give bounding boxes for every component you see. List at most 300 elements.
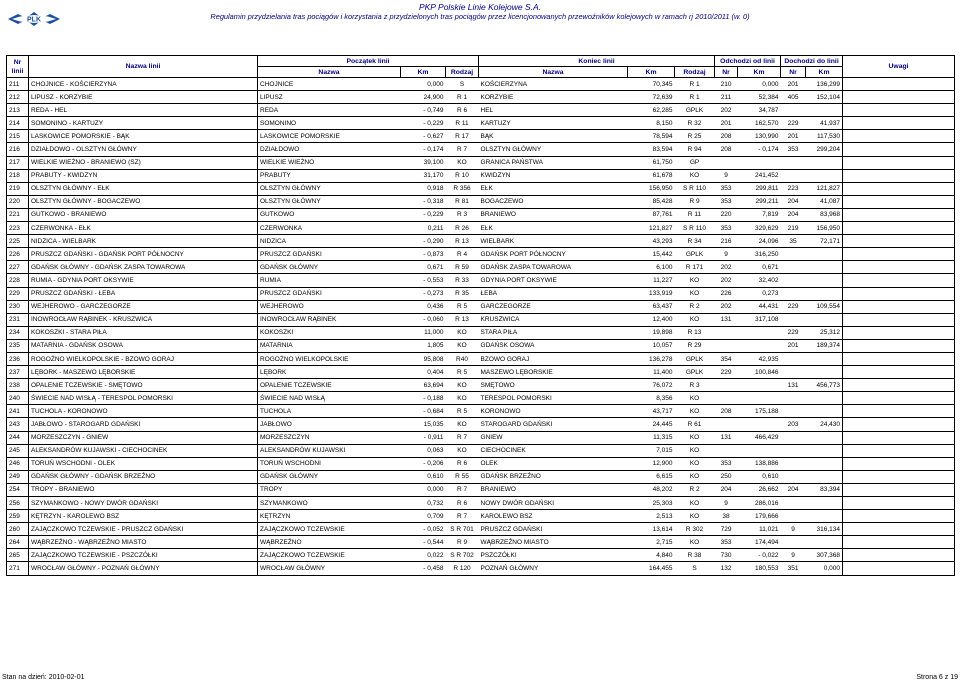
cell-odch-km: [738, 392, 781, 405]
cell-nazwa: LIPUSZ - KORZYBIE: [29, 91, 258, 104]
cell-doch-km: [806, 457, 843, 470]
footer-page: Strona 6 z 19: [916, 674, 958, 681]
cell-odch-nr: [715, 339, 738, 352]
cell-doch-km: 83,968: [806, 208, 843, 221]
cell-odch-nr: 730: [715, 549, 738, 562]
table-row: [7, 497, 955, 510]
table-row: [7, 352, 955, 365]
cell-end-rodzaj: R 25: [675, 130, 715, 143]
cell-nazwa: WROCŁAW GŁÓWNY - POZNAŃ GŁÓWNY: [29, 562, 258, 575]
cell-odch-km: 316,250: [738, 248, 781, 261]
cell-doch-km: 72,171: [806, 235, 843, 248]
cell-doch-km: 0,000: [806, 562, 843, 575]
cell-nazwa: KĘTRZYN - KAROLEWO BSZ: [29, 510, 258, 523]
table-row: [7, 339, 955, 352]
cell-odch-km: 174,494: [738, 536, 781, 549]
col-end-km: Km: [628, 67, 675, 78]
table-row: [7, 326, 955, 339]
cell-start-rodzaj: S R 701: [446, 523, 479, 536]
cell-end-km: 2,513: [628, 510, 675, 523]
cell-odch-km: 138,886: [738, 457, 781, 470]
cell-nazwa: CZERWONKA - EŁK: [29, 222, 258, 235]
cell-nr: 271: [7, 562, 29, 575]
cell-odch-km: 329,629: [738, 222, 781, 235]
cell-doch-nr: 351: [781, 562, 806, 575]
col-nazwa-linii: Nazwa linii: [29, 56, 258, 78]
cell-doch-nr: [781, 366, 806, 379]
cell-uwagi: [843, 104, 955, 117]
cell-start-km: 0,211: [401, 222, 446, 235]
cell-nazwa: SOMONINO - KARTUZY: [29, 117, 258, 130]
cell-start-nazwa: JABŁOWO: [258, 418, 401, 431]
cell-end-km: 8,150: [628, 117, 675, 130]
cell-end-nazwa: HEL: [479, 104, 628, 117]
cell-nr: 213: [7, 104, 29, 117]
cell-doch-nr: 219: [781, 222, 806, 235]
cell-end-nazwa: KRUSZWICA: [479, 313, 628, 326]
cell-start-rodzaj: R 55: [446, 470, 479, 483]
cell-odch-nr: 353: [715, 536, 738, 549]
cell-start-nazwa: INOWROCŁAW RĄBINEK: [258, 313, 401, 326]
cell-start-km: - 0,290: [401, 235, 446, 248]
cell-start-nazwa: RUMIA: [258, 274, 401, 287]
table-row: [7, 562, 955, 575]
cell-end-nazwa: BZOWO GORAJ: [479, 352, 628, 365]
cell-odch-km: 26,662: [738, 483, 781, 496]
table-row: [7, 195, 955, 208]
cell-odch-nr: 131: [715, 431, 738, 444]
cell-start-nazwa: PRUSZCZ GDAŃSKI: [258, 287, 401, 300]
cell-end-rodzaj: R 2: [675, 300, 715, 313]
col-doch-km: Km: [806, 67, 843, 78]
cell-start-km: - 0,911: [401, 431, 446, 444]
cell-doch-km: 189,374: [806, 339, 843, 352]
cell-nr: 244: [7, 431, 29, 444]
cell-doch-km: [806, 392, 843, 405]
cell-end-rodzaj: GPLK: [675, 366, 715, 379]
cell-nr: 231: [7, 313, 29, 326]
table-row: [7, 287, 955, 300]
cell-start-km: 0,436: [401, 300, 446, 313]
table-row: [7, 130, 955, 143]
table-row: [7, 104, 955, 117]
cell-odch-km: 52,384: [738, 91, 781, 104]
cell-uwagi: [843, 470, 955, 483]
cell-nr: 228: [7, 274, 29, 287]
cell-end-km: 43,717: [628, 405, 675, 418]
cell-doch-nr: 204: [781, 208, 806, 221]
cell-doch-km: [806, 261, 843, 274]
cell-nr: 226: [7, 248, 29, 261]
cell-doch-km: [806, 470, 843, 483]
cell-odch-nr: [715, 379, 738, 392]
cell-doch-km: 152,104: [806, 91, 843, 104]
cell-end-rodzaj: KO: [675, 392, 715, 405]
cell-nazwa: CHOJNICE - KOŚCIERZYNA: [29, 78, 258, 91]
cell-start-rodzaj: R 26: [446, 222, 479, 235]
cell-end-km: 11,315: [628, 431, 675, 444]
table-row: [7, 444, 955, 457]
cell-doch-nr: [781, 261, 806, 274]
cell-end-nazwa: TERESPOL POMORSKI: [479, 392, 628, 405]
cell-start-nazwa: WEJHEROWO: [258, 300, 401, 313]
cell-start-nazwa: GDAŃSK GŁÓWNY: [258, 470, 401, 483]
cell-nr: 241: [7, 405, 29, 418]
cell-odch-km: 179,666: [738, 510, 781, 523]
table-row: [7, 274, 955, 287]
cell-uwagi: [843, 326, 955, 339]
cell-uwagi: [843, 431, 955, 444]
cell-odch-km: 0,671: [738, 261, 781, 274]
cell-odch-km: 44,431: [738, 300, 781, 313]
cell-odch-km: 0,610: [738, 470, 781, 483]
cell-start-rodzaj: KO: [446, 156, 479, 169]
footer-date: Stan na dzień: 2010-02-01: [2, 674, 85, 681]
cell-nazwa: TROPY - BRANIEWO: [29, 483, 258, 496]
cell-end-km: 78,594: [628, 130, 675, 143]
cell-start-nazwa: MATARNIA: [258, 339, 401, 352]
cell-start-km: - 0,318: [401, 195, 446, 208]
cell-odch-km: 130,990: [738, 130, 781, 143]
cell-doch-km: 121,827: [806, 182, 843, 195]
cell-nr: 265: [7, 549, 29, 562]
cell-end-nazwa: KARTUZY: [479, 117, 628, 130]
cell-end-km: 61,678: [628, 169, 675, 182]
cell-odch-km: 0,000: [738, 78, 781, 91]
cell-end-km: 13,614: [628, 523, 675, 536]
cell-end-nazwa: ŁEBA: [479, 287, 628, 300]
cell-start-km: - 0,188: [401, 392, 446, 405]
cell-nazwa: PRABUTY - KWIDZYN: [29, 169, 258, 182]
cell-end-km: 19,898: [628, 326, 675, 339]
cell-uwagi: [843, 562, 955, 575]
cell-doch-nr: [781, 274, 806, 287]
cell-nr: 234: [7, 326, 29, 339]
cell-end-rodzaj: R 3: [675, 379, 715, 392]
col-start-nazwa: Nazwa: [258, 67, 401, 78]
cell-start-rodzaj: R 33: [446, 274, 479, 287]
cell-uwagi: [843, 182, 955, 195]
cell-start-rodzaj: R40: [446, 352, 479, 365]
cell-odch-nr: 229: [715, 366, 738, 379]
cell-end-rodzaj: R 29: [675, 339, 715, 352]
cell-start-km: - 0,749: [401, 104, 446, 117]
cell-odch-nr: 202: [715, 300, 738, 313]
cell-end-rodzaj: KO: [675, 405, 715, 418]
cell-start-nazwa: OLSZTYN GŁÓWNY: [258, 195, 401, 208]
cell-end-km: 24,445: [628, 418, 675, 431]
cell-odch-km: - 0,022: [738, 549, 781, 562]
cell-end-rodzaj: KO: [675, 470, 715, 483]
lines-table: [6, 55, 955, 576]
cell-start-rodzaj: R 81: [446, 195, 479, 208]
cell-uwagi: [843, 405, 955, 418]
cell-end-nazwa: GDAŃSK PORT PÓŁNOCNY: [479, 248, 628, 261]
cell-nazwa: GDAŃSK GŁÓWNY - GDAŃSK BRZEŹNO: [29, 470, 258, 483]
cell-start-nazwa: ZAJĄCZKOWO TCZEWSKIE: [258, 549, 401, 562]
cell-start-rodzaj: R 9: [446, 536, 479, 549]
cell-odch-km: 466,429: [738, 431, 781, 444]
cell-odch-nr: 226: [715, 287, 738, 300]
cell-end-km: 25,303: [628, 497, 675, 510]
cell-doch-nr: [781, 405, 806, 418]
cell-doch-nr: [781, 156, 806, 169]
cell-doch-nr: [781, 536, 806, 549]
cell-nazwa: GUTKOWO - BRANIEWO: [29, 208, 258, 221]
cell-end-km: 4,840: [628, 549, 675, 562]
cell-uwagi: [843, 339, 955, 352]
cell-end-rodzaj: KO: [675, 169, 715, 182]
cell-start-nazwa: LIPUSZ: [258, 91, 401, 104]
cell-start-km: 0,022: [401, 549, 446, 562]
cell-end-nazwa: WĄBRZEŹNO MIASTO: [479, 536, 628, 549]
cell-nr: 249: [7, 470, 29, 483]
cell-start-nazwa: KĘTRZYN: [258, 510, 401, 523]
cell-doch-nr: [781, 497, 806, 510]
cell-end-km: 83,594: [628, 143, 675, 156]
cell-uwagi: [843, 313, 955, 326]
cell-start-km: - 0,544: [401, 536, 446, 549]
col-uwagi: Uwagi: [843, 56, 955, 78]
cell-start-nazwa: GDAŃSK GŁÓWNY: [258, 261, 401, 274]
cell-end-rodzaj: KO: [675, 287, 715, 300]
cell-end-nazwa: SMĘTOWO: [479, 379, 628, 392]
cell-nazwa: ZAJĄCZKOWO TCZEWSKIE - PSZCZÓŁKI: [29, 549, 258, 562]
cell-odch-nr: 729: [715, 523, 738, 536]
cell-odch-nr: [715, 418, 738, 431]
cell-start-nazwa: ŚWIECIE NAD WISŁĄ: [258, 392, 401, 405]
cell-doch-nr: 229: [781, 117, 806, 130]
cell-nr: 225: [7, 235, 29, 248]
cell-start-rodzaj: R 120: [446, 562, 479, 575]
cell-uwagi: [843, 497, 955, 510]
cell-start-km: 39,100: [401, 156, 446, 169]
cell-nazwa: LASKOWICE POMORSKIE - BĄK: [29, 130, 258, 143]
table-body: [7, 78, 955, 576]
cell-nazwa: OLSZTYN GŁÓWNY - BOGACZEWO: [29, 195, 258, 208]
cell-start-km: 24,900: [401, 91, 446, 104]
cell-nazwa: ROGOŻNO WIELKOPOLSKIE - BZOWO GORAJ: [29, 352, 258, 365]
cell-end-nazwa: EŁK: [479, 182, 628, 195]
cell-doch-nr: 201: [781, 339, 806, 352]
cell-odch-km: 24,096: [738, 235, 781, 248]
cell-end-rodzaj: GP: [675, 156, 715, 169]
cell-end-nazwa: BRANIEWO: [479, 483, 628, 496]
table-row: [7, 248, 955, 261]
cell-nr: 214: [7, 117, 29, 130]
table-row: [7, 156, 955, 169]
cell-odch-nr: 202: [715, 274, 738, 287]
cell-nr: 246: [7, 457, 29, 470]
cell-end-rodzaj: KO: [675, 536, 715, 549]
cell-end-nazwa: OLSZTYN GŁÓWNY: [479, 143, 628, 156]
cell-end-rodzaj: GPLK: [675, 104, 715, 117]
cell-doch-km: 299,204: [806, 143, 843, 156]
cell-end-nazwa: WIELBARK: [479, 235, 628, 248]
cell-end-km: 48,202: [628, 483, 675, 496]
col-start-km: Km: [401, 67, 446, 78]
col-end-rodzaj: Rodzaj: [675, 67, 715, 78]
cell-odch-km: 11,021: [738, 523, 781, 536]
cell-start-nazwa: WĄBRZEŹNO: [258, 536, 401, 549]
cell-doch-km: [806, 313, 843, 326]
cell-nazwa: LĘBORK - MASZEWO LĘBORSKIE: [29, 366, 258, 379]
cell-odch-km: - 0,174: [738, 143, 781, 156]
cell-start-km: 63,694: [401, 379, 446, 392]
cell-start-rodzaj: KO: [446, 326, 479, 339]
cell-start-km: - 0,273: [401, 287, 446, 300]
cell-uwagi: [843, 510, 955, 523]
cell-end-nazwa: PRUSZCZ GDAŃSKI: [479, 523, 628, 536]
cell-start-km: 31,170: [401, 169, 446, 182]
cell-odch-km: [738, 379, 781, 392]
cell-doch-km: [806, 274, 843, 287]
cell-end-rodzaj: R 11: [675, 208, 715, 221]
cell-uwagi: [843, 156, 955, 169]
col-odch-km: Km: [738, 67, 781, 78]
cell-doch-nr: 204: [781, 195, 806, 208]
table-row: [7, 117, 955, 130]
cell-nr: 229: [7, 287, 29, 300]
cell-odch-km: 162,570: [738, 117, 781, 130]
cell-end-km: 7,015: [628, 444, 675, 457]
cell-uwagi: [843, 457, 955, 470]
cell-doch-nr: 223: [781, 182, 806, 195]
cell-doch-km: 456,773: [806, 379, 843, 392]
cell-start-rodzaj: R 6: [446, 104, 479, 117]
cell-end-rodzaj: R 171: [675, 261, 715, 274]
cell-odch-nr: 353: [715, 222, 738, 235]
col-poczatek-linii: Początek linii: [258, 56, 479, 67]
cell-end-km: 76,072: [628, 379, 675, 392]
cell-uwagi: [843, 483, 955, 496]
cell-odch-km: 0,273: [738, 287, 781, 300]
cell-start-rodzaj: R 17: [446, 130, 479, 143]
cell-odch-km: 34,787: [738, 104, 781, 117]
cell-doch-nr: [781, 248, 806, 261]
cell-start-nazwa: KOKOSZKI: [258, 326, 401, 339]
cell-odch-nr: 204: [715, 483, 738, 496]
cell-end-rodzaj: GPLK: [675, 248, 715, 261]
cell-end-rodzaj: S R 110: [675, 182, 715, 195]
cell-uwagi: [843, 366, 955, 379]
cell-start-rodzaj: R 7: [446, 510, 479, 523]
cell-odch-km: 180,553: [738, 562, 781, 575]
cell-end-nazwa: KORZYBIE: [479, 91, 628, 104]
cell-start-rodzaj: KO: [446, 379, 479, 392]
cell-doch-km: [806, 366, 843, 379]
cell-odch-nr: 210: [715, 78, 738, 91]
cell-start-km: 95,808: [401, 352, 446, 365]
cell-odch-nr: 9: [715, 248, 738, 261]
col-dochodzi-do: Dochodzi do linii: [781, 56, 843, 67]
cell-start-rodzaj: R 13: [446, 235, 479, 248]
cell-uwagi: [843, 536, 955, 549]
cell-odch-nr: 216: [715, 235, 738, 248]
cell-odch-km: 317,108: [738, 313, 781, 326]
cell-nazwa: REDA - HEL: [29, 104, 258, 117]
cell-start-km: 0,709: [401, 510, 446, 523]
cell-end-nazwa: NOWY DWÓR GDAŃSKI: [479, 497, 628, 510]
cell-nr: 259: [7, 510, 29, 523]
cell-end-rodzaj: R 94: [675, 143, 715, 156]
cell-start-rodzaj: S: [446, 78, 479, 91]
cell-doch-km: [806, 169, 843, 182]
col-koniec-linii: Koniec linii: [479, 56, 715, 67]
cell-nr: 237: [7, 366, 29, 379]
cell-end-rodzaj: KO: [675, 431, 715, 444]
cell-uwagi: [843, 117, 955, 130]
cell-nazwa: SZYMANKOWO - NOWY DWÓR GDAŃSKI: [29, 497, 258, 510]
table-row: [7, 366, 955, 379]
cell-end-nazwa: GNIEW: [479, 431, 628, 444]
cell-end-nazwa: KORONOWO: [479, 405, 628, 418]
cell-end-nazwa: GRANICA PAŃSTWA: [479, 156, 628, 169]
cell-nr: 260: [7, 523, 29, 536]
cell-doch-nr: [781, 431, 806, 444]
cell-odch-nr: 353: [715, 182, 738, 195]
cell-uwagi: [843, 235, 955, 248]
cell-odch-nr: 38: [715, 510, 738, 523]
cell-end-km: 12,900: [628, 457, 675, 470]
cell-start-nazwa: PRUSZCZ GDAŃSKI: [258, 248, 401, 261]
cell-doch-nr: [781, 169, 806, 182]
cell-start-km: 0,732: [401, 497, 446, 510]
cell-nr: 227: [7, 261, 29, 274]
cell-start-km: - 0,873: [401, 248, 446, 261]
cell-uwagi: [843, 222, 955, 235]
cell-doch-nr: [781, 457, 806, 470]
cell-end-nazwa: GARCZEGORZE: [479, 300, 628, 313]
cell-start-nazwa: TROPY: [258, 483, 401, 496]
cell-nazwa: JABŁOWO - STAROGARD GDAŃSKI: [29, 418, 258, 431]
cell-start-km: 0,000: [401, 483, 446, 496]
cell-odch-km: [738, 444, 781, 457]
cell-start-km: 0,671: [401, 261, 446, 274]
cell-doch-nr: 35: [781, 235, 806, 248]
table-row: [7, 523, 955, 536]
cell-start-rodzaj: KO: [446, 444, 479, 457]
cell-doch-nr: 201: [781, 78, 806, 91]
cell-end-rodzaj: S: [675, 562, 715, 575]
cell-start-rodzaj: R 13: [446, 313, 479, 326]
table-row: [7, 457, 955, 470]
cell-doch-km: [806, 352, 843, 365]
cell-nr: 240: [7, 392, 29, 405]
cell-doch-km: [806, 497, 843, 510]
cell-doch-nr: 9: [781, 549, 806, 562]
cell-uwagi: [843, 287, 955, 300]
cell-doch-nr: [781, 510, 806, 523]
cell-odch-km: 175,188: [738, 405, 781, 418]
cell-doch-km: [806, 287, 843, 300]
cell-odch-nr: 220: [715, 208, 738, 221]
cell-start-km: - 0,174: [401, 143, 446, 156]
cell-end-nazwa: GDAŃSK ZASPA TOWAROWA: [479, 261, 628, 274]
cell-end-km: 2,715: [628, 536, 675, 549]
col-odch-nr: Nr: [715, 67, 738, 78]
cell-start-km: - 0,627: [401, 130, 446, 143]
table-row: [7, 91, 955, 104]
cell-start-km: - 0,553: [401, 274, 446, 287]
cell-doch-km: [806, 104, 843, 117]
cell-doch-km: 41,087: [806, 195, 843, 208]
cell-uwagi: [843, 208, 955, 221]
cell-end-rodzaj: S R 110: [675, 222, 715, 235]
cell-start-rodzaj: R 1: [446, 91, 479, 104]
cell-end-km: 61,750: [628, 156, 675, 169]
cell-odch-km: [738, 326, 781, 339]
